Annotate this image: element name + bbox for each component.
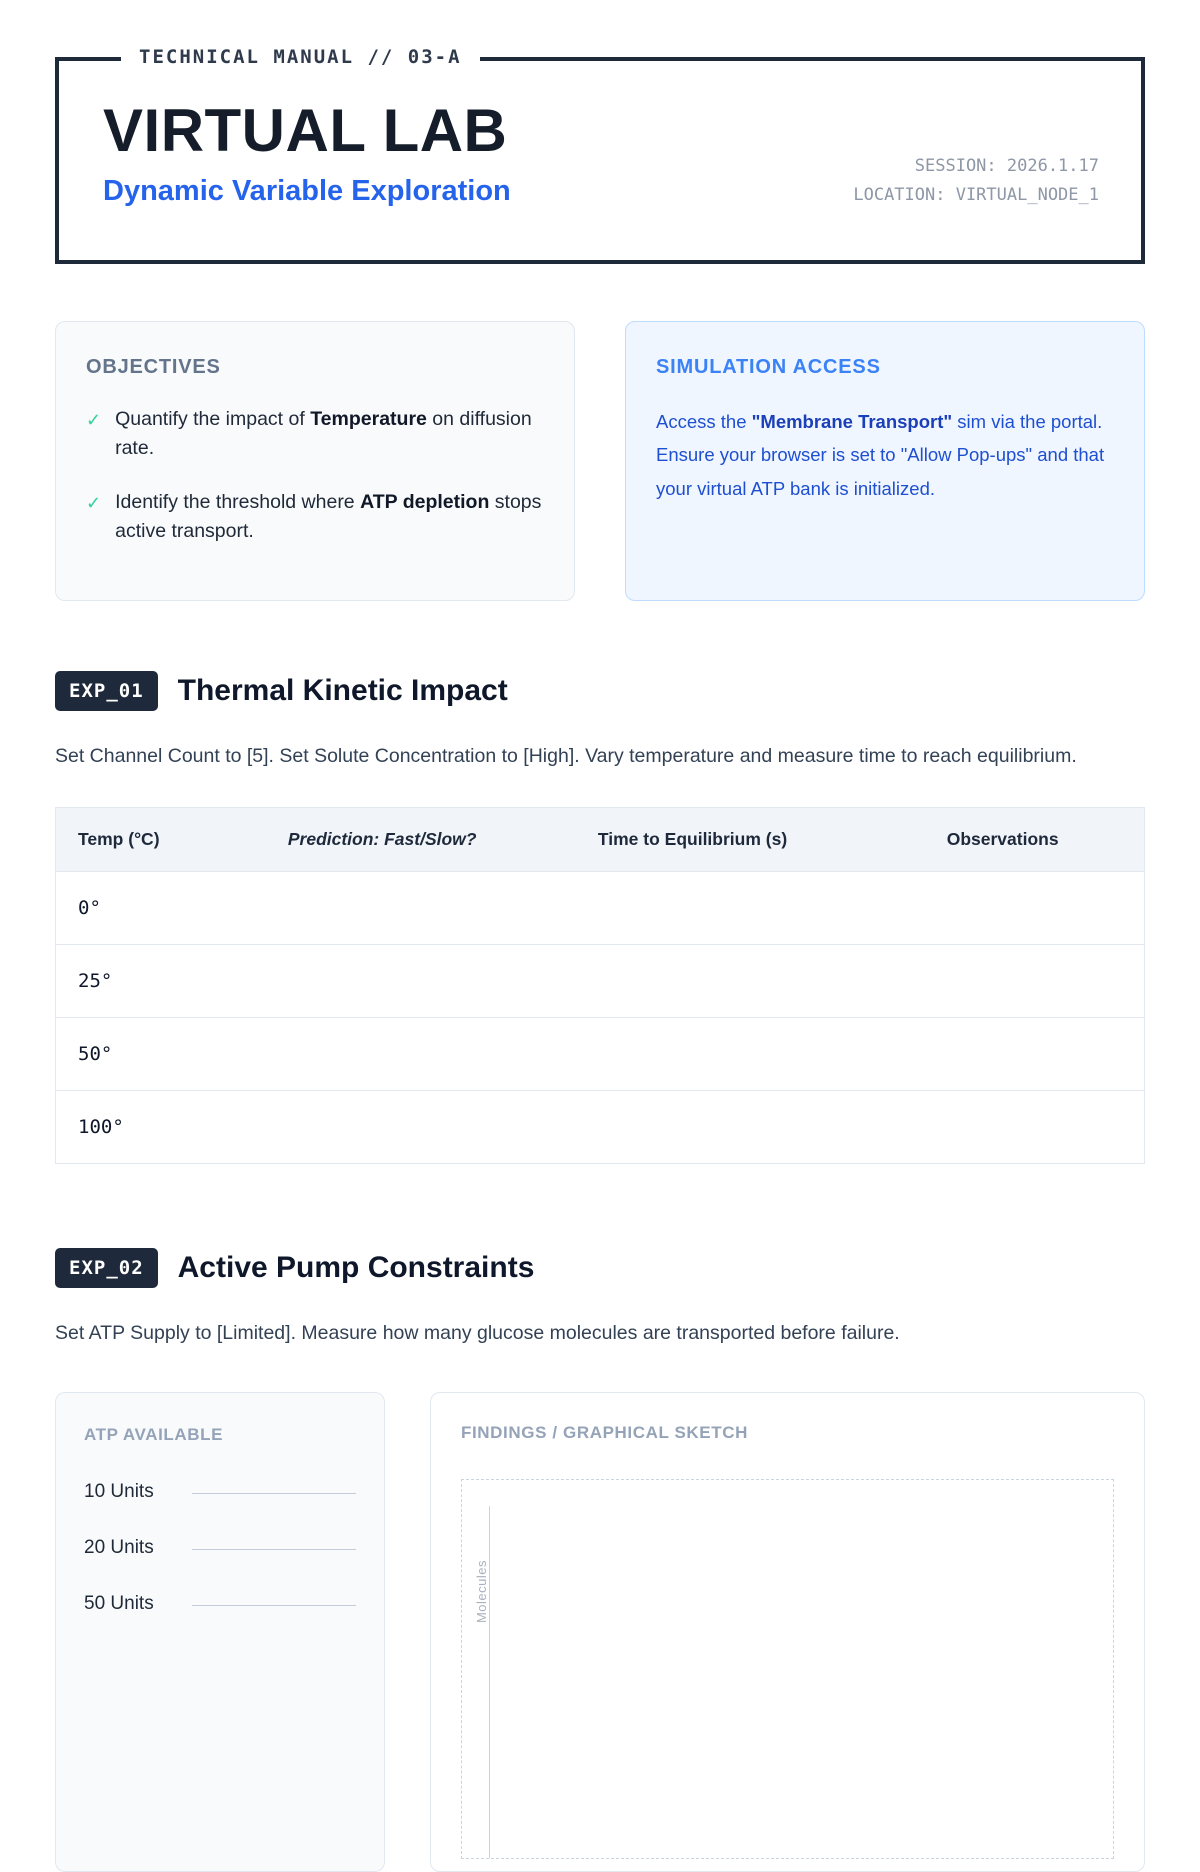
col-header-observations: Observations: [861, 808, 1144, 872]
temp-cell: 100°: [56, 1091, 241, 1164]
simulation-access-heading: SIMULATION ACCESS: [656, 356, 881, 378]
objectives-heading: OBJECTIVES: [86, 356, 221, 378]
exp01-badge: EXP_01: [55, 671, 158, 711]
write-in-line: [192, 1594, 356, 1606]
objective-item: [86, 488, 544, 547]
observations-cell: [861, 1018, 1144, 1091]
temp-cell: 25°: [56, 945, 241, 1018]
temp-cell: 0°: [56, 872, 241, 945]
session-value: SESSION: 2026.1.17: [914, 156, 1099, 177]
prediction-cell: [241, 945, 524, 1018]
exp01-instructions: Set Channel Count to [5]. Set Solute Concentration to [High]. Vary temperature and measure time to reach equilibrium.: [55, 745, 1077, 767]
check-icon: ✓: [86, 492, 102, 513]
col-header-temp: Temp (°C): [56, 808, 241, 872]
atp-units-label: 20 Units: [84, 1537, 154, 1559]
y-axis-line: [489, 1506, 490, 1858]
check-icon: ✓: [86, 410, 102, 430]
table-row: [56, 872, 1145, 945]
findings-panel-heading: FINDINGS / GRAPHICAL SKETCH: [461, 1423, 748, 1443]
simulation-access-card: [625, 321, 1145, 601]
atp-row: [84, 1481, 356, 1503]
location-value: LOCATION: VIRTUAL_NODE_1: [853, 185, 1099, 206]
time-cell: [524, 1018, 862, 1091]
temp-cell: 50°: [56, 1018, 241, 1091]
prediction-cell: [241, 1018, 524, 1091]
exp01-table-header: [56, 808, 1145, 872]
atp-available-panel: [55, 1392, 385, 1872]
prediction-cell: [241, 1091, 524, 1164]
observations-cell: [861, 945, 1144, 1018]
write-in-line: [192, 1538, 356, 1550]
session-meta: [853, 152, 1099, 210]
atp-units-label: 10 Units: [84, 1481, 154, 1503]
objectives-list: [86, 405, 544, 546]
atp-row: [84, 1537, 356, 1559]
exp01-section-header: [55, 671, 1145, 711]
exp02-badge: EXP_02: [55, 1248, 158, 1288]
exp02-title: Active Pump Constraints: [177, 1251, 535, 1285]
kicker-label: TECHNICAL MANUAL // 03-A: [121, 46, 480, 68]
prediction-cell: [241, 872, 524, 945]
write-in-line: [192, 1482, 356, 1494]
observations-cell: [861, 1091, 1144, 1164]
objectives-card: [55, 321, 575, 601]
exp01-table: [55, 807, 1145, 1164]
exp02-panels: [55, 1392, 1145, 1872]
observations-cell: [861, 872, 1144, 945]
exp02-section-header: [55, 1248, 1145, 1288]
page-subtitle: Dynamic Variable Exploration: [103, 175, 511, 207]
exp01-title: Thermal Kinetic Impact: [177, 674, 508, 707]
col-header-prediction: Prediction: Fast/Slow?: [241, 808, 524, 872]
findings-panel: [430, 1392, 1145, 1872]
atp-panel-heading: ATP AVAILABLE: [84, 1425, 224, 1445]
time-cell: [524, 872, 862, 945]
simulation-access-text: Access the "Membrane Transport" sim via the portal. Ensure your browser is set to "Allow Pop-ups" and that your virtual ATP bank is initialized.: [656, 411, 1105, 499]
info-cards: [55, 321, 1145, 601]
table-row: [56, 1091, 1145, 1164]
objective-text: Quantify the impact of Temperature on diffusion rate.: [115, 408, 532, 460]
col-header-time: Time to Equilibrium (s): [524, 808, 862, 872]
objective-item: [86, 405, 544, 464]
atp-units-label: 50 Units: [84, 1593, 154, 1615]
table-row: [56, 945, 1145, 1018]
atp-row: [84, 1593, 356, 1615]
graph-sketch-area: [461, 1479, 1114, 1859]
page-title: VIRTUAL LAB: [103, 97, 508, 164]
header-panel: [55, 46, 1145, 264]
time-cell: [524, 1091, 862, 1164]
y-axis-label: Molecules: [474, 1560, 489, 1624]
objective-text: Identify the threshold where ATP depletion stops active transport.: [115, 490, 542, 542]
exp02-instructions: Set ATP Supply to [Limited]. Measure how many glucose molecules are transported before failure.: [55, 1322, 900, 1345]
time-cell: [524, 945, 862, 1018]
table-row: [56, 1018, 1145, 1091]
